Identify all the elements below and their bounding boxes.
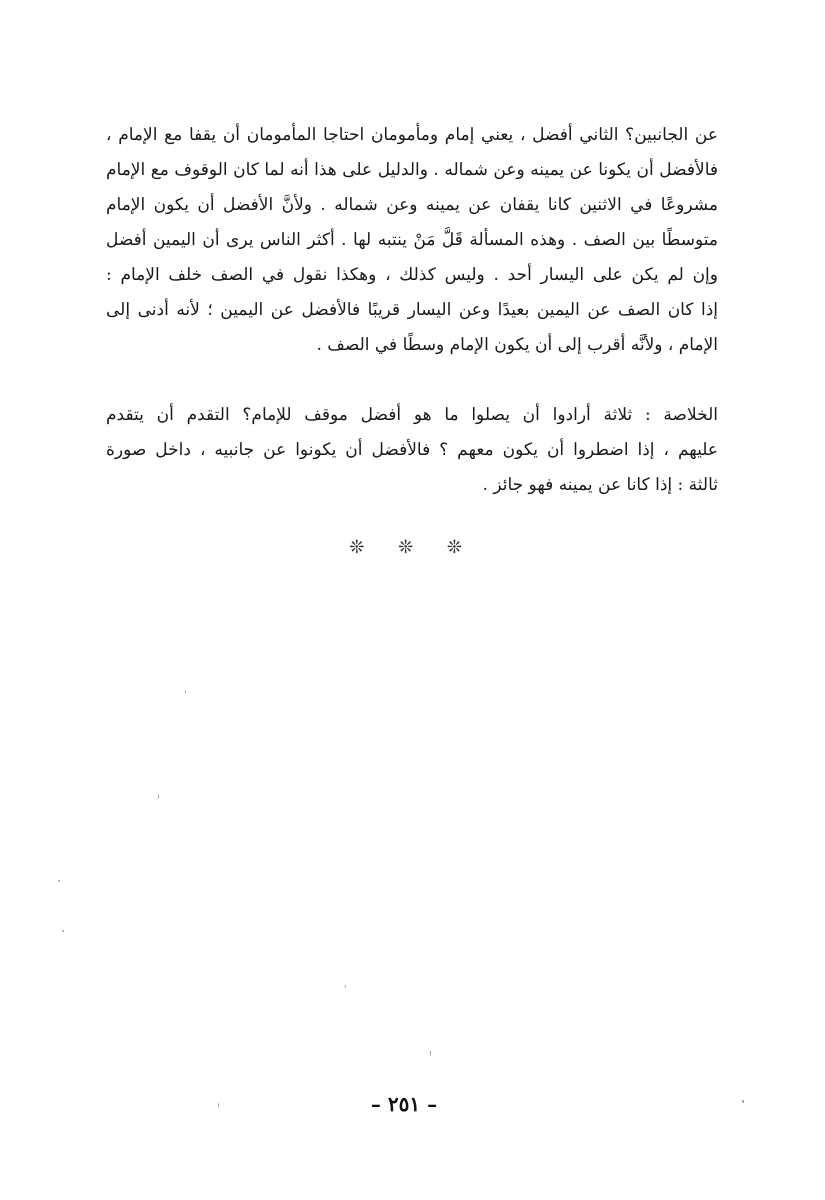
text-line: عن الجانبين؟ الثاني أفضل ، يعني إمام ومأمومان احتاجا المأمومان أن يقفا مع الإمام ، — [106, 125, 718, 145]
scan-speck — [62, 930, 64, 932]
scan-speck — [158, 795, 159, 799]
text-line: فالأفضل أن يكونا عن يمينه وعن شماله . والدليل على هذا أنه لما كان الوقوف مع الإمام — [106, 160, 718, 180]
scan-speck — [345, 985, 346, 988]
page-number: – ٢٥١ – — [370, 1092, 438, 1116]
text-line: وإن لم يكن على اليسار أحد . وليس كذلك ، وهكذا نقول في الصف خلف الإمام : — [106, 265, 718, 285]
text-line: الإمام ، ولأنَّه أقرب إلى أن يكون الإمام وسطًا في الصف . — [316, 335, 718, 355]
text-line: الخلاصة : ثلاثة أرادوا أن يصلوا ما هو أفضل موقف للإمام؟ التقدم أن يتقدم — [106, 405, 718, 425]
scan-speck — [58, 880, 60, 882]
text-line: متوسطًا بين الصف . وهذه المسألة قَلَّ مَنْ ينتبه لها . أكثر الناس يرى أن اليمين أفضل — [106, 230, 718, 250]
text-line: مشروعًا في الاثنين كانا يقفان عن يمينه وعن شماله . ولأنَّ الأفضل أن يكون الإمام — [106, 195, 718, 215]
scan-speck — [218, 1103, 219, 1107]
text-line: عليهم ، إذا اضطروا أن يكون معهم ؟ فالأفضل أن يكونوا عن جانبيه ، داخل صورة — [106, 440, 718, 460]
section-separator: ❊ ❊ ❊ — [349, 537, 476, 558]
paragraph-summary — [106, 398, 718, 503]
scan-speck — [430, 1050, 431, 1056]
scan-speck — [742, 1100, 744, 1103]
paragraph-main — [106, 118, 718, 363]
text-line: إذا كان الصف عن اليمين بعيدًا وعن اليسار قريبًا فالأفضل عن اليمين ؛ لأنه أدنى إلى — [106, 300, 718, 320]
text-line: ثالثة : إذا كانا عن يمينه فهو جائز . — [482, 475, 718, 495]
scan-speck — [185, 690, 186, 693]
